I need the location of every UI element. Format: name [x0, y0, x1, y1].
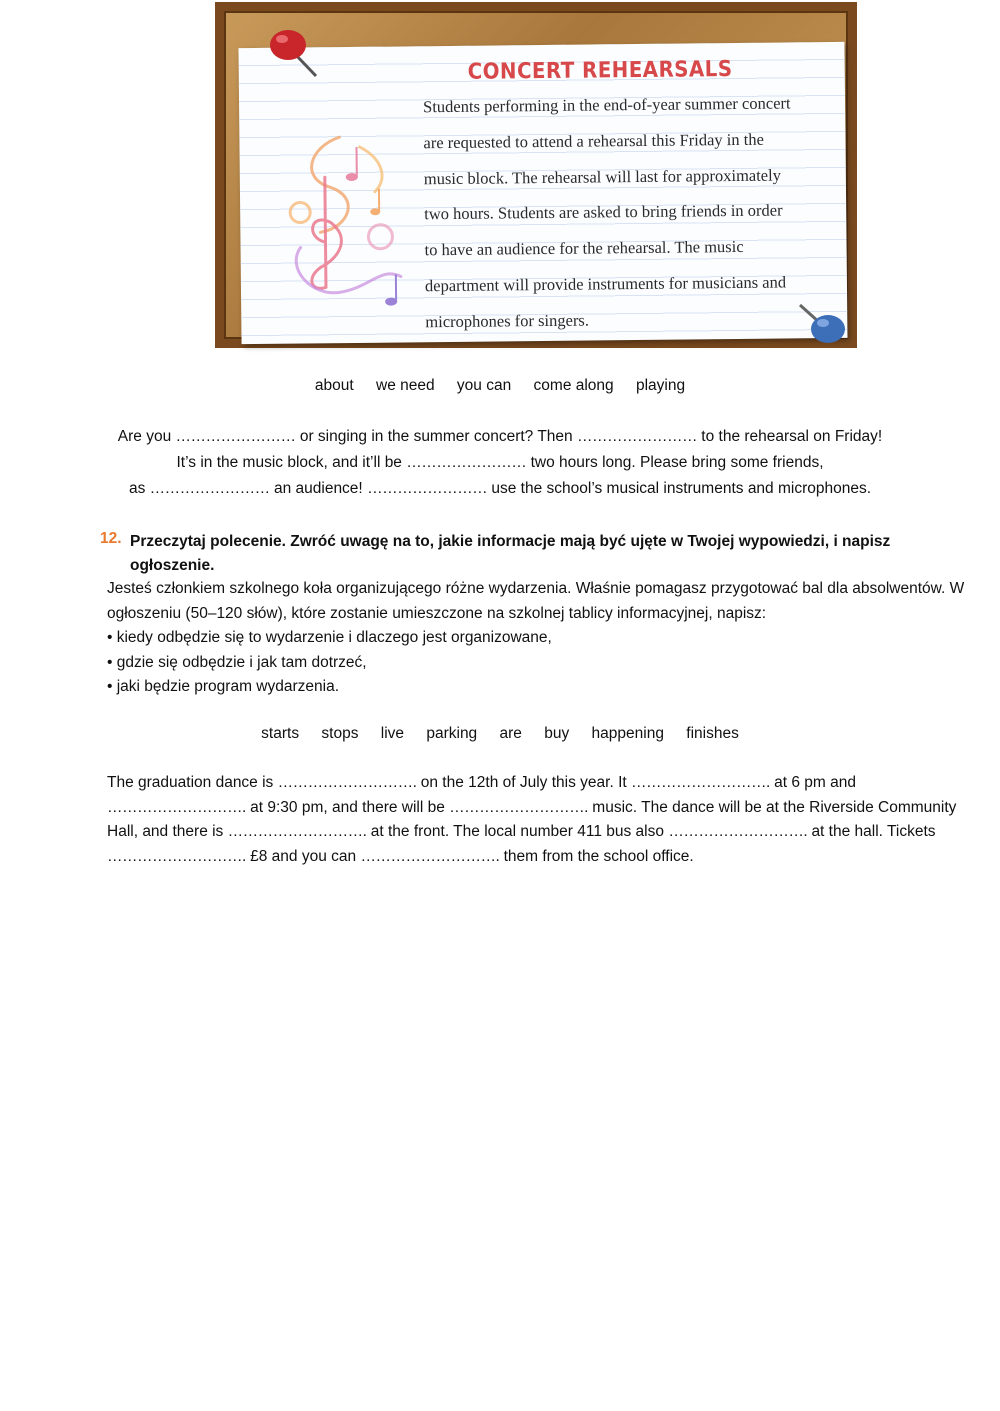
- text-segment: two hours long. Please bring some friends,: [530, 454, 824, 471]
- task-description: [107, 577, 977, 700]
- text-segment: Are you: [117, 428, 172, 445]
- word-bank-item: parking: [426, 725, 478, 742]
- task-number: 12.: [100, 530, 122, 547]
- answer-blank[interactable]: ……………………….: [107, 798, 246, 816]
- notice-line: to have an audience for the rehearsal. The music: [424, 237, 744, 260]
- task-instruction: Przeczytaj polecenie. Zwróć uwagę na to, jakie informacje mają być ujęte w Twojej wypowiedzi, i napisz ogłoszenie.: [130, 533, 891, 574]
- answer-blank[interactable]: ……………………….: [277, 774, 417, 791]
- word-bank-item: we need: [376, 377, 435, 394]
- word-bank-item: live: [380, 725, 405, 742]
- word-bank-item: are: [499, 725, 522, 742]
- notice-line: are requested to attend a rehearsal this Friday in the: [423, 129, 764, 153]
- text-segment: as: [128, 480, 146, 497]
- exercise-line: [0, 424, 1000, 450]
- word-bank-item: finishes: [686, 725, 739, 742]
- word-bank-item: starts: [261, 725, 300, 742]
- notice-line: microphones for singers.: [425, 310, 590, 332]
- text-segment: use the school’s musical instruments and microphones.: [491, 480, 872, 497]
- text-segment: at the front. The local number 411 bus also: [370, 823, 664, 840]
- text-segment: music. The dance will be at the Riverside Community Hall, and there is: [107, 798, 957, 840]
- task-bullet: • kiedy odbędzie się to wydarzenie i dlaczego jest organizowane,: [107, 629, 552, 646]
- answer-blank[interactable]: ……………………….: [360, 847, 500, 865]
- notice-line: Students performing in the end-of-year summer concert: [422, 93, 791, 117]
- blue-pushpin-icon: [792, 295, 852, 351]
- red-pushpin-icon: [264, 21, 324, 81]
- task-bullet: • gdzie się odbędzie i jak tam dotrzeć,: [107, 653, 367, 671]
- text-segment: at the hall. Tickets: [811, 823, 936, 840]
- word-bank-item: about: [314, 377, 354, 394]
- music-notes-illustration: [279, 116, 411, 317]
- answer-blank[interactable]: ……………………….: [668, 823, 808, 840]
- answer-blank[interactable]: ……………………: [406, 454, 527, 471]
- answer-blank[interactable]: ……………………: [576, 428, 697, 445]
- word-bank-item: happening: [591, 725, 664, 742]
- word-bank-2: [0, 724, 1000, 744]
- answer-blank[interactable]: ……………………….: [449, 798, 588, 816]
- text-segment: them from the school office.: [503, 847, 694, 865]
- answer-blank[interactable]: ……………………: [175, 428, 296, 445]
- text-segment: or singing in the summer concert? Then: [299, 428, 573, 445]
- answer-blank[interactable]: ……………………: [367, 480, 488, 497]
- notice-paper: [238, 42, 847, 344]
- word-bank-item: buy: [544, 725, 570, 742]
- text-segment: an audience!: [273, 480, 363, 497]
- exercise-line: [0, 450, 1000, 476]
- exercise-line: [0, 476, 1000, 502]
- notice-line: music block. The rehearsal will last for approximately: [423, 165, 782, 188]
- text-segment: It’s in the music block, and it’ll be: [176, 454, 402, 471]
- task-intro: Jesteś członkiem szkolnego koła organizującego różne wydarzenia. Właśnie pomagasz przygotować bal dla absolwentów. W ogłoszeniu (50–120 słów), które zostanie umieszczone na szkolnej tablicy informacyjnej, napisz:: [107, 580, 965, 622]
- answer-blank[interactable]: ……………………….: [107, 847, 246, 865]
- word-bank-item: stops: [321, 725, 359, 742]
- word-bank-item: you can: [456, 377, 512, 394]
- text-segment: at 6 pm and: [774, 774, 856, 791]
- task-bullet: • jaki będzie program wydarzenia.: [107, 678, 340, 695]
- answer-blank[interactable]: ……………………: [149, 480, 270, 497]
- text-segment: on the 12th of July this year. It: [420, 774, 627, 791]
- text-segment: at 9:30 pm, and there will be: [250, 798, 445, 816]
- corkboard-notice: [215, 2, 857, 348]
- text-segment: to the rehearsal on Friday!: [701, 428, 883, 445]
- answer-blank[interactable]: ……………………….: [227, 823, 367, 840]
- word-bank-item: come along: [533, 377, 614, 394]
- gap-fill-exercise-2: [107, 771, 987, 869]
- answer-blank[interactable]: ……………………….: [631, 774, 770, 791]
- task-bullet-list: [107, 626, 977, 700]
- notice-body: [423, 92, 846, 347]
- text-segment: £8 and you can: [250, 847, 357, 865]
- gap-fill-exercise-1: [0, 424, 1000, 502]
- notice-title: CONCERT REHEARSALS: [467, 57, 733, 85]
- notice-line: two hours. Students are asked to bring friends in order: [424, 200, 783, 224]
- notice-line: department will provide instruments for musicians and: [424, 272, 787, 296]
- word-bank-item: playing: [635, 377, 686, 394]
- word-bank-1: [0, 376, 1000, 396]
- text-segment: The graduation dance is: [107, 774, 274, 791]
